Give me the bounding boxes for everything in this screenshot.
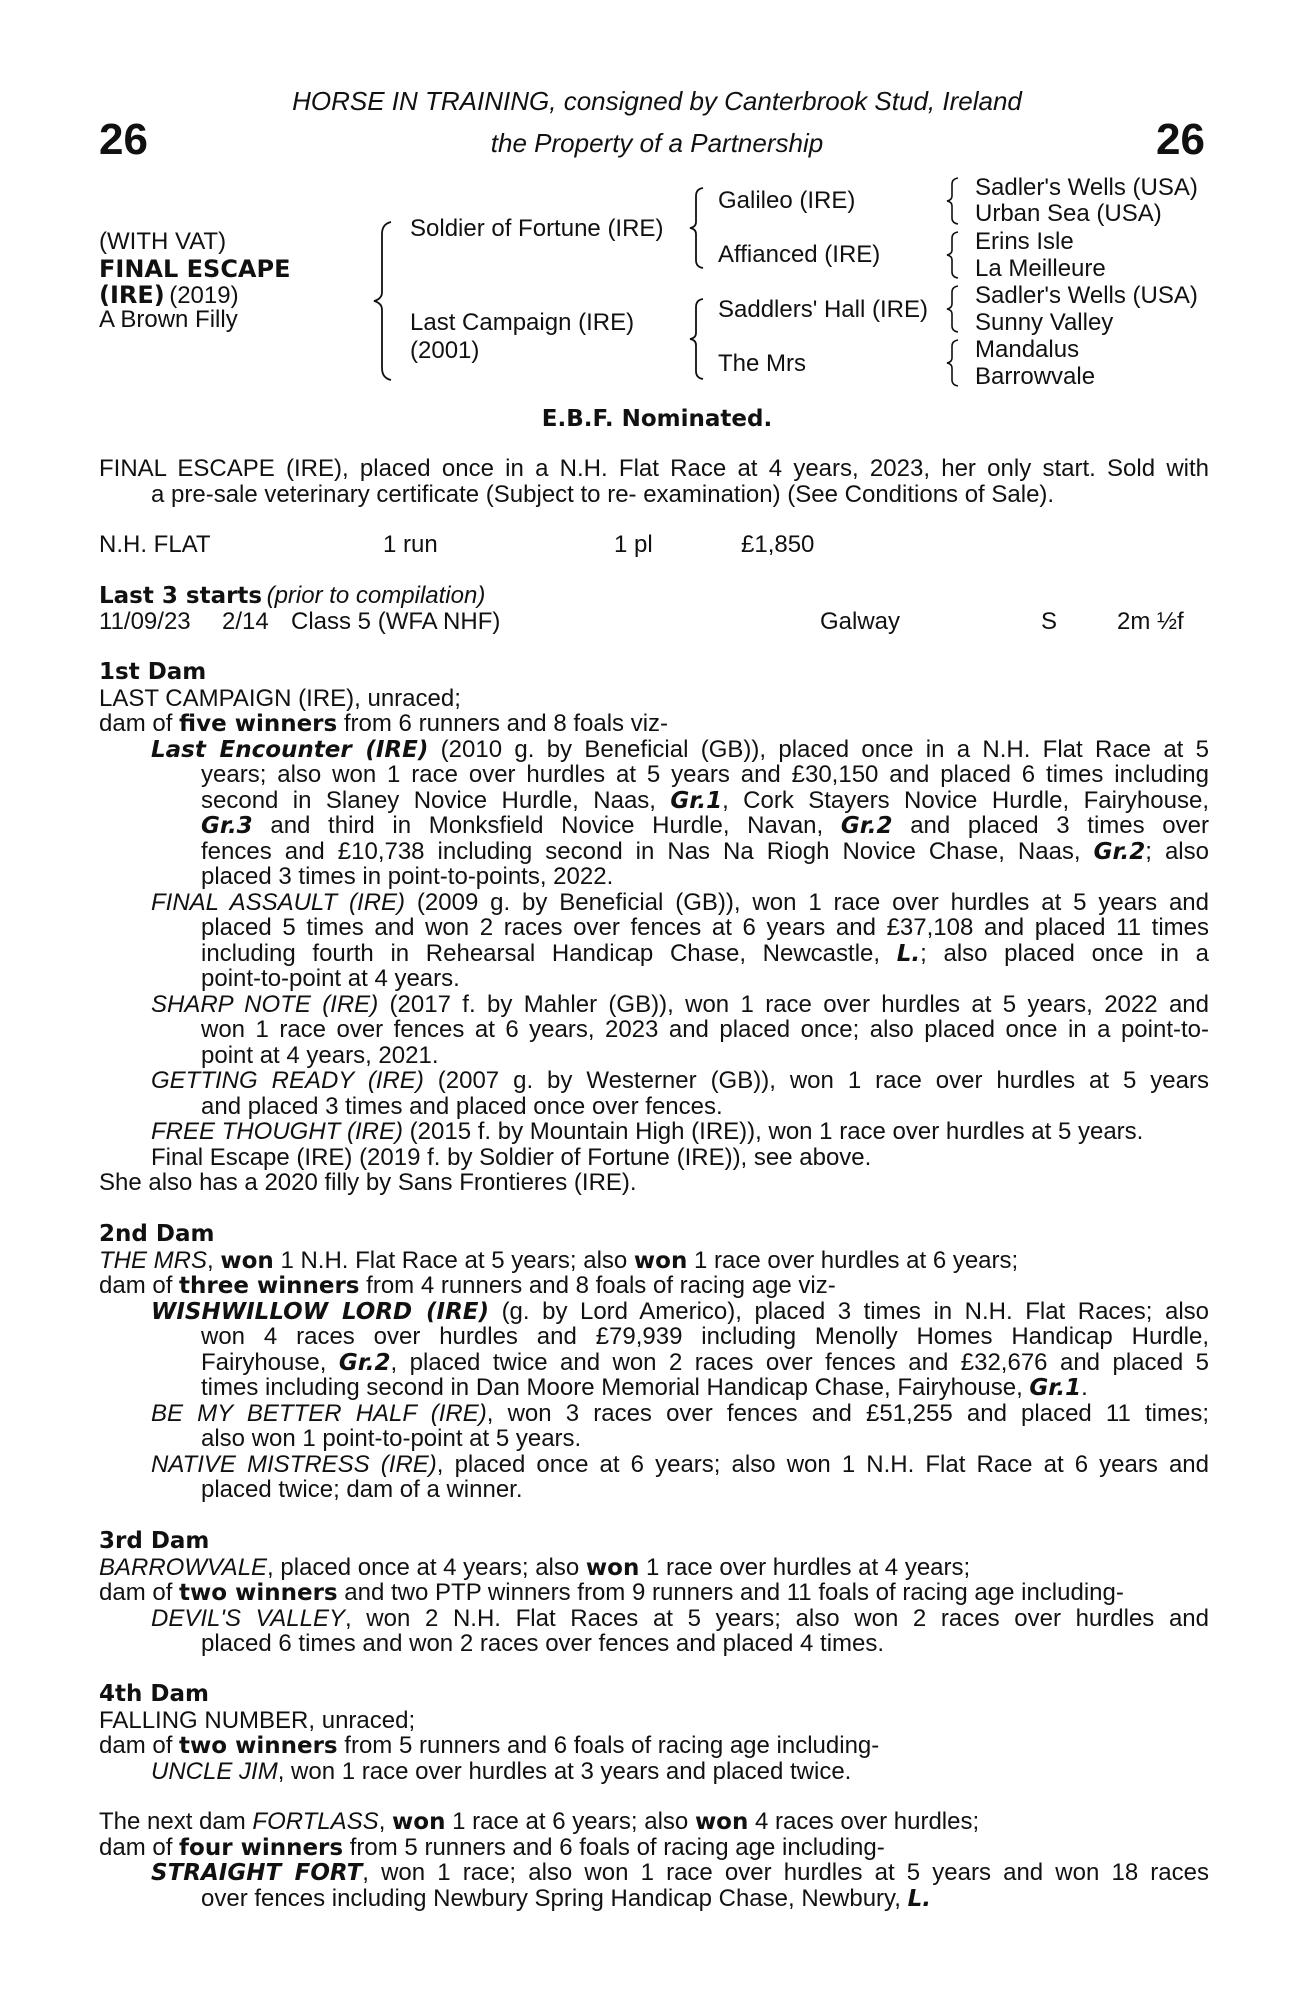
last-starts-note: (prior to compilation) xyxy=(266,582,486,609)
horse-name: FINAL ESCAPE xyxy=(99,255,291,283)
produce-entry-line: NATIVE MISTRESS (IRE), placed once at 6 years; also won 1 N.H. Flat Race at 6 years and xyxy=(151,1450,1210,1478)
pedigree-dam: Last Campaign (IRE) xyxy=(410,309,635,336)
produce-entry-line: point at 4 years, 2021. xyxy=(201,1041,439,1069)
fourth-dam-section xyxy=(99,1682,1209,1784)
last-start-position: 2/14 xyxy=(222,608,269,635)
record-runs: 1 run xyxy=(383,531,438,558)
produce-entry-line: UNCLE JIM, won 1 race over hurdles at 3 years and placed twice. xyxy=(151,1757,852,1785)
third-dam-line-2: dam of two winners and two PTP winners from 9 runners and 11 foals of racing age including- xyxy=(99,1579,1124,1606)
produce-entry-line: WISHWILLOW LORD (IRE) (g. by Lord Americo), placed 3 times in N.H. Flat Races; also xyxy=(151,1297,1209,1325)
pedigree-brace-dam xyxy=(689,297,705,381)
horse-description: A Brown Filly xyxy=(99,306,238,333)
record-placed: 1 pl xyxy=(614,531,653,558)
produce-entry-line: won 4 races over hurdles and £79,939 including Menolly Homes Handicap Hurdle, xyxy=(201,1323,1209,1350)
produce-entry-line: years; also won 1 race over hurdles at 5 years and £30,150 and placed 6 times including xyxy=(201,761,1209,788)
first-dam-section xyxy=(99,660,1209,1196)
second-dam-line-2: dam of three winners from 4 runners and 8 foals of racing age viz- xyxy=(99,1272,836,1299)
next-dam-line-2: dam of four winners from 5 runners and 6 foals of racing age including- xyxy=(99,1833,885,1861)
produce-entry-line: DEVIL'S VALLEY, won 2 N.H. Flat Races at 5 years; also won 2 races over hurdles and xyxy=(151,1604,1209,1632)
pedigree-g3-1: Sadler's Wells (USA) xyxy=(975,174,1198,201)
pedigree-sire-dam: Affianced (IRE) xyxy=(718,241,881,268)
record-earnings: £1,850 xyxy=(741,531,815,558)
produce-entry-line: FINAL ASSAULT (IRE) (2009 g. by Beneficial (GB)), won 1 race over hurdles at 5 years and xyxy=(151,888,1209,916)
pedigree-dam-sire: Saddlers' Hall (IRE) xyxy=(718,296,928,323)
next-dam-section xyxy=(99,1809,1209,1911)
first-dam-heading: 1st Dam xyxy=(99,659,207,685)
consignor-line: HORSE IN TRAINING, consigned by Canterbrook Stud, Ireland xyxy=(292,86,1022,116)
fourth-dam-line-1: FALLING NUMBER, unraced; xyxy=(99,1706,416,1734)
third-dam-section xyxy=(99,1529,1209,1657)
produce-entry-line: over fences including Newbury Spring Handicap Chase, Newbury, L. xyxy=(201,1884,931,1912)
intro-paragraph xyxy=(99,456,1209,507)
property-line: the Property of a Partnership xyxy=(490,128,824,158)
produce-entry-line: also won 1 point-to-point at 5 years. xyxy=(201,1425,582,1452)
produce-entry-line: Final Escape (IRE) (2019 f. by Soldier of Fortune (IRE)), see above. xyxy=(151,1143,872,1171)
first-dam-also: She also has a 2020 filly by Sans Frontieres (IRE). xyxy=(99,1169,637,1196)
horse-country: (IRE) xyxy=(99,281,165,309)
last-start-going: S xyxy=(1041,608,1058,635)
pedigree-brace-main xyxy=(372,220,394,382)
last-starts-title: Last 3 starts xyxy=(99,583,263,609)
first-dam-line-2: dam of five winners from 6 runners and 8 foals viz- xyxy=(99,710,669,737)
produce-entry-line: Fairyhouse, Gr.2, placed twice and won 2 races over fences and £32,676 and placed 5 xyxy=(201,1348,1210,1376)
fourth-dam-line-2: dam of two winners from 5 runners and 6 foals of racing age including- xyxy=(99,1732,880,1759)
second-dam-heading: 2nd Dam xyxy=(99,1221,215,1247)
produce-entry-line: times including second in Dan Moore Memorial Handicap Chase, Fairyhouse, Gr.1. xyxy=(201,1374,1088,1401)
first-dam-line-1: LAST CAMPAIGN (IRE), unraced; xyxy=(99,684,461,712)
produce-entry-line: STRAIGHT FORT, won 1 race; also won 1 race over hurdles at 5 years and won 18 races xyxy=(151,1859,1209,1886)
record-type: N.H. FLAT xyxy=(99,531,211,558)
last-start-date: 11/09/23 xyxy=(99,608,191,635)
third-dam-line-1: BARROWVALE, placed once at 4 years; also won 1 race over hurdles at 4 years; xyxy=(99,1553,971,1581)
pedigree-brace-g3-4 xyxy=(946,338,960,388)
pedigree-dam-year: (2001) xyxy=(410,337,480,364)
pedigree-g3-3: Erins Isle xyxy=(975,228,1074,255)
produce-entry-line: including fourth in Rehearsal Handicap Chase, Newcastle, L.; also placed once in a xyxy=(201,939,1210,967)
lot-number-left: 26 xyxy=(99,115,148,164)
produce-entry-line: placed twice; dam of a winner. xyxy=(201,1476,523,1503)
second-dam-section xyxy=(99,1222,1209,1503)
produce-entry-line: fences and £10,738 including second in Nas Na Riogh Novice Chase, Naas, Gr.2; also xyxy=(201,837,1209,865)
produce-entry-line: placed 5 times and won 2 races over fences at 6 years and £37,108 and placed 11 times xyxy=(201,914,1209,941)
pedigree-brace-g3-3 xyxy=(946,284,960,334)
pedigree-brace-g3-1 xyxy=(946,176,960,226)
produce-entry-line: placed 6 times and won 2 races over fences and placed 4 times. xyxy=(201,1630,885,1657)
intro-line-1: FINAL ESCAPE (IRE), placed once in a N.H. Flat Race at 4 years, 2023, her only start. Sold with xyxy=(99,455,1209,482)
pedigree-g3-8: Barrowvale xyxy=(975,363,1096,390)
fourth-dam-heading: 4th Dam xyxy=(99,1681,209,1707)
produce-entry-line: GETTING READY (IRE) (2007 g. by Westerner (GB)), won 1 race over hurdles at 5 years xyxy=(151,1067,1209,1094)
produce-entry-line: BE MY BETTER HALF (IRE), won 3 races over fences and £51,255 and placed 11 times; xyxy=(151,1399,1209,1427)
pedigree-g3-5: Sadler's Wells (USA) xyxy=(975,282,1198,309)
pedigree-sire: Soldier of Fortune (IRE) xyxy=(410,215,664,242)
pedigree-dam-dam: The Mrs xyxy=(718,350,807,377)
lot-number-right: 26 xyxy=(1156,115,1205,164)
pedigree-g3-6: Sunny Valley xyxy=(975,309,1114,336)
produce-entry-line: and placed 3 times and placed once over fences. xyxy=(201,1092,723,1120)
produce-entry-line: placed 3 times in point-to-points, 2022. xyxy=(201,863,614,890)
produce-entry-line: second in Slaney Novice Hurdle, Naas, Gr.1, Cork Stayers Novice Hurdle, Fairyhouse, xyxy=(201,786,1209,814)
last-start-distance: 2m ½f xyxy=(1117,608,1184,635)
pedigree-g3-7: Mandalus xyxy=(975,336,1080,363)
produce-entry-line: FREE THOUGHT (IRE) (2015 f. by Mountain High (IRE)), won 1 race over hurdles at 5 years. xyxy=(151,1118,1144,1145)
intro-line-2: a pre-sale veterinary certificate (Subject to re- examination) (See Conditions of Sale). xyxy=(151,480,1055,508)
produce-entry-line: Gr.3 and third in Monksfield Novice Hurdle, Navan, Gr.2 and placed 3 times over xyxy=(201,812,1209,839)
third-dam-heading: 3rd Dam xyxy=(99,1528,210,1554)
horse-origin xyxy=(99,281,239,309)
last-starts-heading xyxy=(99,583,485,609)
second-dam-line-1: THE MRS, won 1 N.H. Flat Race at 5 years; also won 1 race over hurdles at 6 years; xyxy=(99,1246,1019,1274)
produce-entry-line: won 1 race over fences at 6 years, 2023 and placed once; also placed once in a point-to- xyxy=(201,1016,1209,1043)
produce-entry-line: SHARP NOTE (IRE) (2017 f. by Mahler (GB)), won 1 race over hurdles at 5 years, 2022 and xyxy=(151,990,1209,1018)
pedigree-brace-sire xyxy=(689,186,705,270)
pedigree-g3-2: Urban Sea (USA) xyxy=(975,200,1162,227)
produce-entry-line: Last Encounter (IRE) (2010 g. by Beneficial (GB)), placed once in a N.H. Flat Race at 5 xyxy=(151,735,1210,763)
horse-year: (2019) xyxy=(169,282,239,309)
next-dam-line-1: The next dam FORTLASS, won 1 race at 6 years; also won 4 races over hurdles; xyxy=(99,1808,980,1835)
last-start-course: Galway xyxy=(820,608,901,635)
pedigree-g3-4: La Meilleure xyxy=(975,255,1106,282)
ebf-nominated: E.B.F. Nominated. xyxy=(541,406,773,432)
last-start-race: Class 5 (WFA NHF) xyxy=(291,608,501,635)
pedigree-sire-sire: Galileo (IRE) xyxy=(718,187,856,214)
produce-entry-line: point-to-point at 4 years. xyxy=(201,965,460,992)
vat-status: (WITH VAT) xyxy=(99,228,227,255)
pedigree-brace-g3-2 xyxy=(946,230,960,280)
